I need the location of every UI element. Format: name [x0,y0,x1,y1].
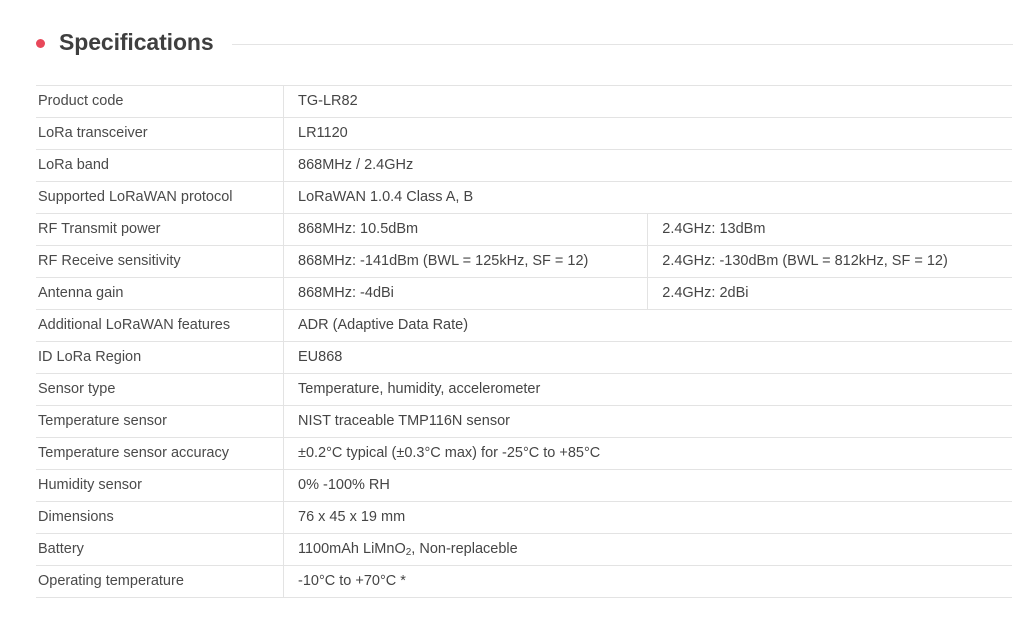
spec-value: ADR (Adaptive Data Rate) [284,310,1013,342]
table-row [36,150,1012,182]
table-row [36,534,1012,566]
spec-value: 868MHz: -4dBi [284,278,648,310]
spec-label: Temperature sensor [36,406,284,438]
page-title: Specifications [59,28,214,55]
table-row [36,246,1012,278]
spec-value: 868MHz: -141dBm (BWL = 125kHz, SF = 12) [284,246,648,278]
spec-label: RF Receive sensitivity [36,246,284,278]
table-row [36,406,1012,438]
spec-label: Product code [36,86,284,118]
spec-label: LoRa band [36,150,284,182]
spec-value: LoRaWAN 1.0.4 Class A, B [284,182,1013,214]
table-row [36,278,1012,310]
spec-value-secondary: 2.4GHz: -130dBm (BWL = 812kHz, SF = 12) [648,246,1012,278]
spec-label: ID LoRa Region [36,342,284,374]
spec-value: Temperature, humidity, accelerometer [284,374,1013,406]
spec-value: 76 x 45 x 19 mm [284,502,1013,534]
table-body [36,86,1012,598]
spec-label: RF Transmit power [36,214,284,246]
spec-value: 0% -100% RH [284,470,1013,502]
table-row [36,342,1012,374]
section-heading [0,0,1013,64]
table-row [36,118,1012,150]
spec-label: Sensor type [36,374,284,406]
table-row [36,502,1012,534]
table-row [36,214,1012,246]
table-row [36,182,1012,214]
table-row [36,470,1012,502]
table-row [36,310,1012,342]
heading-divider [232,44,1013,45]
spec-value: 868MHz: 10.5dBm [284,214,648,246]
spec-value: LR1120 [284,118,1013,150]
spec-label: Additional LoRaWAN features [36,310,284,342]
spec-label: Humidity sensor [36,470,284,502]
spec-label: LoRa transceiver [36,118,284,150]
table-row [36,438,1012,470]
spec-value: -10°C to +70°C * [284,566,1013,598]
spec-label: Operating temperature [36,566,284,598]
spec-label: Dimensions [36,502,284,534]
specifications-table [36,85,1012,598]
spec-value-secondary: 2.4GHz: 13dBm [648,214,1012,246]
spec-label: Antenna gain [36,278,284,310]
spec-label: Temperature sensor accuracy [36,438,284,470]
bullet-icon [36,39,45,48]
table-row [36,86,1012,118]
spec-value: EU868 [284,342,1013,374]
table-row [36,374,1012,406]
spec-value-secondary: 2.4GHz: 2dBi [648,278,1012,310]
spec-label: Supported LoRaWAN protocol [36,182,284,214]
spec-label: Battery [36,534,284,566]
spec-value: TG-LR82 [284,86,1013,118]
spec-value: 1100mAh LiMnO$_2$, Non-replaceble [284,534,1013,566]
table-row [36,566,1012,598]
spec-value: 868MHz / 2.4GHz [284,150,1013,182]
spec-value: ±0.2°C typical (±0.3°C max) for -25°C to +85°C [284,438,1013,470]
spec-value: NIST traceable TMP116N sensor [284,406,1013,438]
